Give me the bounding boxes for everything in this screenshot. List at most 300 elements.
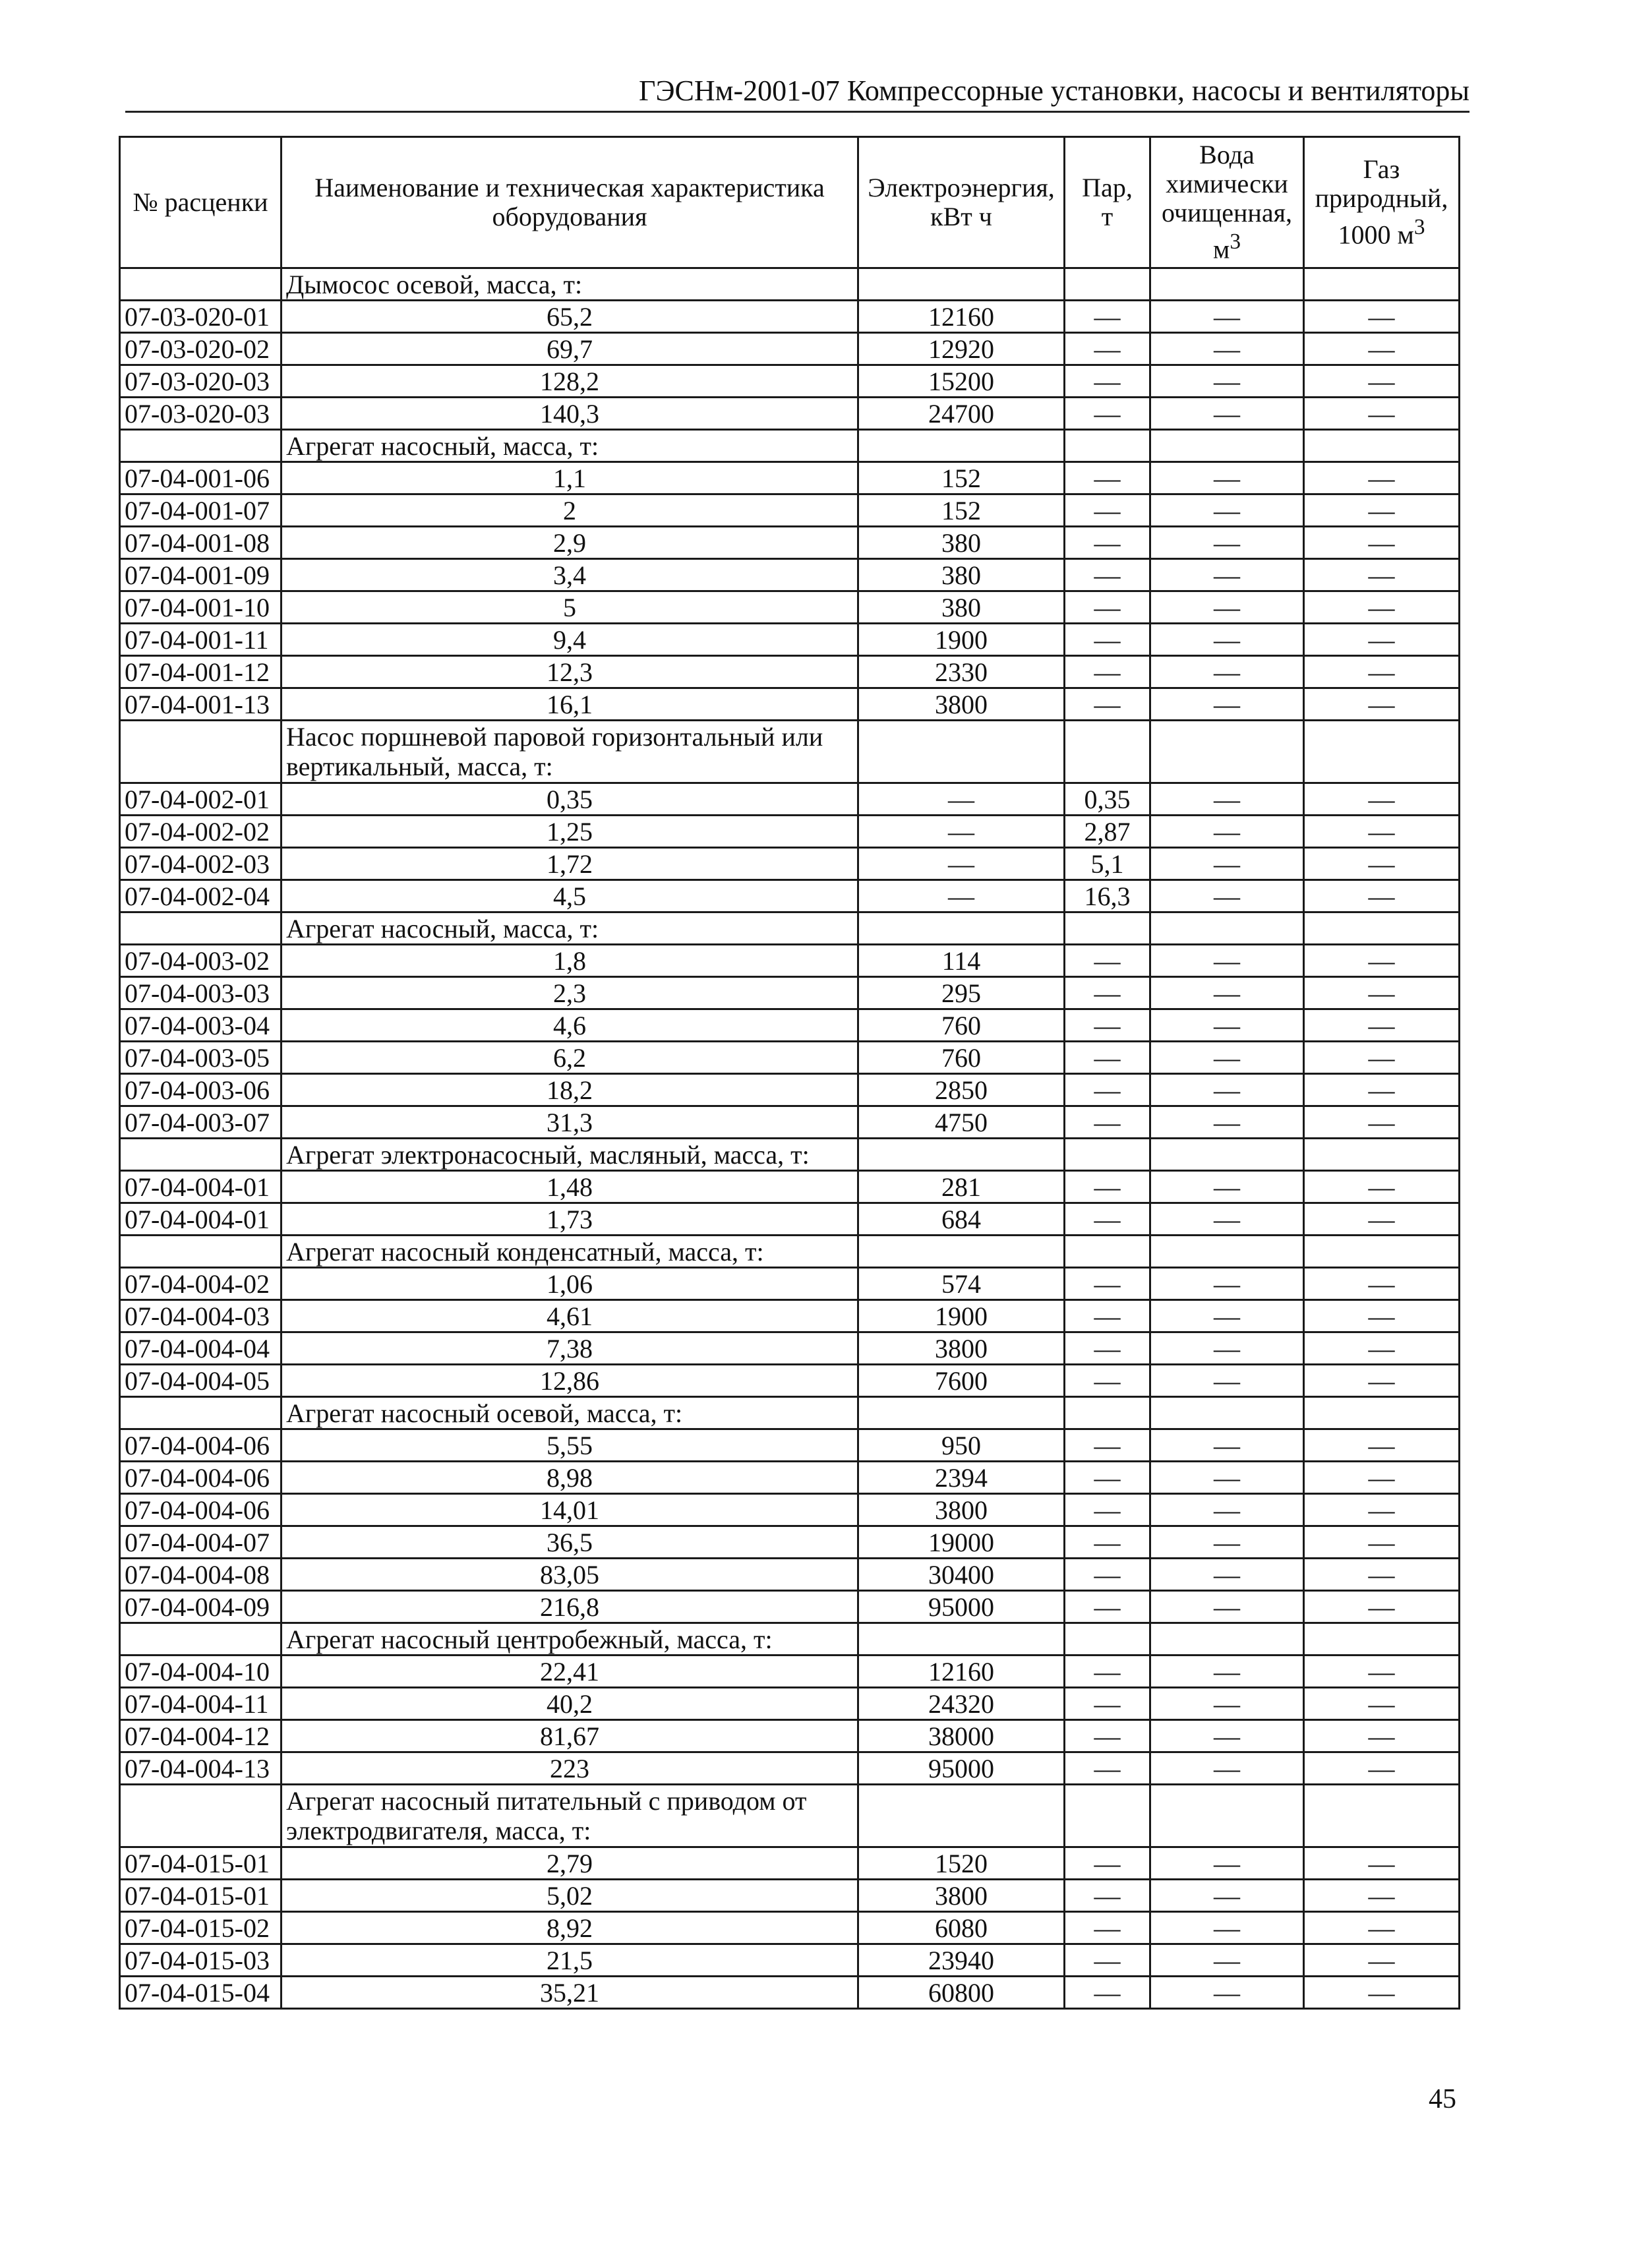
gas-cell: — bbox=[1304, 1106, 1460, 1139]
gas-cell: — bbox=[1304, 1042, 1460, 1074]
group-row bbox=[120, 430, 1460, 462]
power-cell: 60800 bbox=[858, 1977, 1065, 2009]
steam-cell: — bbox=[1065, 591, 1150, 624]
col-header-water-line2: химически bbox=[1166, 169, 1288, 199]
empty-cell bbox=[1065, 1236, 1150, 1268]
power-cell: — bbox=[858, 880, 1065, 912]
empty-cell bbox=[1304, 1623, 1460, 1656]
steam-cell: — bbox=[1065, 1074, 1150, 1106]
steam-cell: — bbox=[1065, 494, 1150, 527]
power-cell: 4750 bbox=[858, 1106, 1065, 1139]
power-cell: 950 bbox=[858, 1429, 1065, 1462]
water-cell: — bbox=[1150, 880, 1304, 912]
price-code-cell: 07-04-001-10 bbox=[120, 591, 282, 624]
table-row bbox=[120, 462, 1460, 494]
table-row bbox=[120, 848, 1460, 880]
price-code-cell: 07-04-003-03 bbox=[120, 977, 282, 1009]
mass-cell: 14,01 bbox=[282, 1494, 858, 1526]
water-cell: — bbox=[1150, 1074, 1304, 1106]
col-header-code: № расценки bbox=[120, 137, 282, 268]
group-title: Агрегат электронасосный, масляный, масса, т: bbox=[282, 1139, 858, 1171]
empty-cell bbox=[120, 268, 282, 301]
group-row bbox=[120, 912, 1460, 945]
table-row bbox=[120, 880, 1460, 912]
mass-cell: 2 bbox=[282, 494, 858, 527]
power-cell: 2850 bbox=[858, 1074, 1065, 1106]
table-row bbox=[120, 816, 1460, 848]
gas-cell: — bbox=[1304, 688, 1460, 721]
empty-cell bbox=[1304, 721, 1460, 783]
empty-cell bbox=[1304, 268, 1460, 301]
table-row bbox=[120, 1880, 1460, 1912]
empty-cell bbox=[120, 912, 282, 945]
empty-cell bbox=[858, 268, 1065, 301]
power-cell: 3800 bbox=[858, 688, 1065, 721]
steam-cell: — bbox=[1065, 1847, 1150, 1880]
table-row bbox=[120, 1203, 1460, 1236]
col-header-water bbox=[1150, 137, 1304, 268]
mass-cell: 12,86 bbox=[282, 1365, 858, 1397]
gas-cell: — bbox=[1304, 656, 1460, 688]
steam-cell: 2,87 bbox=[1065, 816, 1150, 848]
mass-cell: 1,1 bbox=[282, 462, 858, 494]
empty-cell bbox=[1065, 268, 1150, 301]
price-code-cell: 07-04-001-07 bbox=[120, 494, 282, 527]
gas-cell: — bbox=[1304, 1720, 1460, 1752]
table-row bbox=[120, 301, 1460, 333]
steam-cell: — bbox=[1065, 559, 1150, 591]
price-code-cell: 07-04-001-11 bbox=[120, 624, 282, 656]
price-code-cell: 07-04-004-13 bbox=[120, 1752, 282, 1785]
power-cell: — bbox=[858, 816, 1065, 848]
water-cell: — bbox=[1150, 688, 1304, 721]
empty-cell bbox=[1304, 1397, 1460, 1429]
water-cell: — bbox=[1150, 559, 1304, 591]
gas-cell: — bbox=[1304, 559, 1460, 591]
mass-cell: 8,98 bbox=[282, 1462, 858, 1494]
group-title: Дымосос осевой, масса, т: bbox=[282, 268, 858, 301]
table-row bbox=[120, 1656, 1460, 1688]
empty-cell bbox=[858, 721, 1065, 783]
water-cell: — bbox=[1150, 365, 1304, 398]
empty-cell bbox=[1150, 430, 1304, 462]
group-row bbox=[120, 268, 1460, 301]
price-code-cell: 07-04-001-06 bbox=[120, 462, 282, 494]
table-row bbox=[120, 365, 1460, 398]
steam-cell: — bbox=[1065, 301, 1150, 333]
gas-cell: — bbox=[1304, 1559, 1460, 1591]
empty-cell bbox=[858, 430, 1065, 462]
group-title: Агрегат насосный, масса, т: bbox=[282, 430, 858, 462]
steam-cell: — bbox=[1065, 1559, 1150, 1591]
mass-cell: 4,61 bbox=[282, 1300, 858, 1332]
power-cell: 3800 bbox=[858, 1332, 1065, 1365]
table-row bbox=[120, 624, 1460, 656]
power-cell: 23940 bbox=[858, 1944, 1065, 1977]
steam-cell: — bbox=[1065, 1300, 1150, 1332]
steam-cell: — bbox=[1065, 1880, 1150, 1912]
steam-cell: — bbox=[1065, 1332, 1150, 1365]
power-cell: 2330 bbox=[858, 656, 1065, 688]
water-cell: — bbox=[1150, 1912, 1304, 1944]
steam-cell: — bbox=[1065, 1494, 1150, 1526]
col-header-gas-line2: природный, bbox=[1315, 183, 1448, 214]
table-row bbox=[120, 1752, 1460, 1785]
gas-cell: — bbox=[1304, 1752, 1460, 1785]
empty-cell bbox=[1150, 1623, 1304, 1656]
water-cell: — bbox=[1150, 1365, 1304, 1397]
price-code-cell: 07-04-004-11 bbox=[120, 1688, 282, 1720]
price-code-cell: 07-04-004-03 bbox=[120, 1300, 282, 1332]
mass-cell: 12,3 bbox=[282, 656, 858, 688]
group-title: Агрегат насосный, масса, т: bbox=[282, 912, 858, 945]
empty-cell bbox=[1304, 430, 1460, 462]
power-cell: 15200 bbox=[858, 365, 1065, 398]
gas-cell: — bbox=[1304, 1009, 1460, 1042]
col-header-gas bbox=[1304, 137, 1460, 268]
water-cell: — bbox=[1150, 783, 1304, 816]
table-row bbox=[120, 1847, 1460, 1880]
gas-cell: — bbox=[1304, 1203, 1460, 1236]
power-cell: 3800 bbox=[858, 1494, 1065, 1526]
mass-cell: 2,79 bbox=[282, 1847, 858, 1880]
gas-cell: — bbox=[1304, 333, 1460, 365]
table-row bbox=[120, 1720, 1460, 1752]
steam-cell: — bbox=[1065, 1688, 1150, 1720]
table-row bbox=[120, 1912, 1460, 1944]
water-cell: — bbox=[1150, 945, 1304, 977]
water-cell: — bbox=[1150, 1847, 1304, 1880]
table-row bbox=[120, 945, 1460, 977]
power-cell: 12920 bbox=[858, 333, 1065, 365]
price-code-cell: 07-04-004-01 bbox=[120, 1171, 282, 1203]
steam-cell: — bbox=[1065, 945, 1150, 977]
water-cell: — bbox=[1150, 848, 1304, 880]
steam-cell: — bbox=[1065, 1720, 1150, 1752]
power-cell: — bbox=[858, 848, 1065, 880]
table-row bbox=[120, 1332, 1460, 1365]
col-header-name: Наименование и техническая характеристика оборудования bbox=[282, 137, 858, 268]
price-code-cell: 07-04-001-09 bbox=[120, 559, 282, 591]
mass-cell: 5,02 bbox=[282, 1880, 858, 1912]
empty-cell bbox=[1304, 912, 1460, 945]
steam-cell: — bbox=[1065, 656, 1150, 688]
water-cell: — bbox=[1150, 462, 1304, 494]
steam-cell: — bbox=[1065, 398, 1150, 430]
gas-cell: — bbox=[1304, 880, 1460, 912]
col-header-power-name: Электроэнергия, bbox=[868, 173, 1055, 202]
steam-cell: — bbox=[1065, 462, 1150, 494]
gas-cell: — bbox=[1304, 783, 1460, 816]
table-header-row bbox=[120, 137, 1460, 268]
table-row bbox=[120, 1106, 1460, 1139]
gas-cell: — bbox=[1304, 365, 1460, 398]
mass-cell: 7,38 bbox=[282, 1332, 858, 1365]
steam-cell: — bbox=[1065, 1462, 1150, 1494]
empty-cell bbox=[1304, 1139, 1460, 1171]
table-row bbox=[120, 656, 1460, 688]
power-cell: 760 bbox=[858, 1009, 1065, 1042]
empty-cell bbox=[1065, 721, 1150, 783]
power-cell: 38000 bbox=[858, 1720, 1065, 1752]
steam-cell: — bbox=[1065, 1656, 1150, 1688]
water-cell: — bbox=[1150, 1203, 1304, 1236]
price-table bbox=[119, 136, 1460, 2010]
power-cell: 295 bbox=[858, 977, 1065, 1009]
table-row bbox=[120, 688, 1460, 721]
power-cell: 574 bbox=[858, 1268, 1065, 1300]
steam-cell: 0,35 bbox=[1065, 783, 1150, 816]
steam-cell: — bbox=[1065, 365, 1150, 398]
price-code-cell: 07-03-020-03 bbox=[120, 398, 282, 430]
table-row bbox=[120, 333, 1460, 365]
steam-cell: 5,1 bbox=[1065, 848, 1150, 880]
steam-cell: — bbox=[1065, 1944, 1150, 1977]
mass-cell: 22,41 bbox=[282, 1656, 858, 1688]
col-header-water-unit: м bbox=[1213, 234, 1230, 264]
mass-cell: 35,21 bbox=[282, 1977, 858, 2009]
price-code-cell: 07-04-002-01 bbox=[120, 783, 282, 816]
price-code-cell: 07-04-004-06 bbox=[120, 1494, 282, 1526]
power-cell: 684 bbox=[858, 1203, 1065, 1236]
price-code-cell: 07-04-015-01 bbox=[120, 1880, 282, 1912]
steam-cell: 16,3 bbox=[1065, 880, 1150, 912]
empty-cell bbox=[858, 1236, 1065, 1268]
table-row bbox=[120, 559, 1460, 591]
price-code-cell: 07-04-002-04 bbox=[120, 880, 282, 912]
water-cell: — bbox=[1150, 1009, 1304, 1042]
table-row bbox=[120, 1977, 1460, 2009]
table-row bbox=[120, 591, 1460, 624]
water-cell: — bbox=[1150, 1526, 1304, 1559]
gas-cell: — bbox=[1304, 1171, 1460, 1203]
price-code-cell: 07-04-004-01 bbox=[120, 1203, 282, 1236]
mass-cell: 1,48 bbox=[282, 1171, 858, 1203]
empty-cell bbox=[1150, 268, 1304, 301]
mass-cell: 21,5 bbox=[282, 1944, 858, 1977]
col-header-steam-name: Пар, bbox=[1082, 173, 1133, 202]
empty-cell bbox=[120, 1785, 282, 1847]
table-row bbox=[120, 1559, 1460, 1591]
mass-cell: 1,73 bbox=[282, 1203, 858, 1236]
mass-cell: 223 bbox=[282, 1752, 858, 1785]
water-cell: — bbox=[1150, 1688, 1304, 1720]
price-code-cell: 07-04-015-02 bbox=[120, 1912, 282, 1944]
col-header-water-line3: очищенная, bbox=[1161, 198, 1292, 228]
steam-cell: — bbox=[1065, 1009, 1150, 1042]
mass-cell: 9,4 bbox=[282, 624, 858, 656]
mass-cell: 36,5 bbox=[282, 1526, 858, 1559]
price-code-cell: 07-03-020-02 bbox=[120, 333, 282, 365]
mass-cell: 4,6 bbox=[282, 1009, 858, 1042]
mass-cell: 65,2 bbox=[282, 301, 858, 333]
water-cell: — bbox=[1150, 1752, 1304, 1785]
empty-cell bbox=[1065, 912, 1150, 945]
steam-cell: — bbox=[1065, 1042, 1150, 1074]
water-cell: — bbox=[1150, 494, 1304, 527]
empty-cell bbox=[120, 721, 282, 783]
table-body bbox=[120, 268, 1460, 2009]
steam-cell: — bbox=[1065, 1912, 1150, 1944]
table-row bbox=[120, 1429, 1460, 1462]
mass-cell: 83,05 bbox=[282, 1559, 858, 1591]
col-header-gas-unit: 1000 м bbox=[1338, 220, 1414, 250]
mass-cell: 18,2 bbox=[282, 1074, 858, 1106]
steam-cell: — bbox=[1065, 1429, 1150, 1462]
empty-cell bbox=[1150, 912, 1304, 945]
power-cell: 95000 bbox=[858, 1752, 1065, 1785]
price-code-cell: 07-04-003-05 bbox=[120, 1042, 282, 1074]
steam-cell: — bbox=[1065, 1268, 1150, 1300]
power-cell: 1900 bbox=[858, 624, 1065, 656]
col-header-power bbox=[858, 137, 1065, 268]
mass-cell: 69,7 bbox=[282, 333, 858, 365]
water-cell: — bbox=[1150, 1880, 1304, 1912]
power-cell: 6080 bbox=[858, 1912, 1065, 1944]
group-row bbox=[120, 721, 1460, 783]
steam-cell: — bbox=[1065, 1591, 1150, 1623]
table-row bbox=[120, 1300, 1460, 1332]
gas-cell: — bbox=[1304, 816, 1460, 848]
gas-cell: — bbox=[1304, 1268, 1460, 1300]
table-row bbox=[120, 1074, 1460, 1106]
power-cell: 281 bbox=[858, 1171, 1065, 1203]
mass-cell: 81,67 bbox=[282, 1720, 858, 1752]
price-code-cell: 07-04-015-01 bbox=[120, 1847, 282, 1880]
empty-cell bbox=[120, 1236, 282, 1268]
price-code-cell: 07-04-003-04 bbox=[120, 1009, 282, 1042]
power-cell: 152 bbox=[858, 494, 1065, 527]
table-row bbox=[120, 1688, 1460, 1720]
gas-cell: — bbox=[1304, 527, 1460, 559]
mass-cell: 3,4 bbox=[282, 559, 858, 591]
empty-cell bbox=[120, 1397, 282, 1429]
price-code-cell: 07-04-003-07 bbox=[120, 1106, 282, 1139]
water-cell: — bbox=[1150, 1171, 1304, 1203]
power-cell: 1520 bbox=[858, 1847, 1065, 1880]
table-row bbox=[120, 1042, 1460, 1074]
group-row bbox=[120, 1397, 1460, 1429]
group-row bbox=[120, 1139, 1460, 1171]
table-row bbox=[120, 494, 1460, 527]
price-code-cell: 07-04-004-09 bbox=[120, 1591, 282, 1623]
gas-cell: — bbox=[1304, 301, 1460, 333]
empty-cell bbox=[1065, 1623, 1150, 1656]
gas-cell: — bbox=[1304, 1332, 1460, 1365]
col-header-steam bbox=[1065, 137, 1150, 268]
empty-cell bbox=[1150, 1785, 1304, 1847]
price-code-cell: 07-03-020-01 bbox=[120, 301, 282, 333]
gas-cell: — bbox=[1304, 1688, 1460, 1720]
water-cell: — bbox=[1150, 1720, 1304, 1752]
table-row bbox=[120, 1171, 1460, 1203]
power-cell: 7600 bbox=[858, 1365, 1065, 1397]
empty-cell bbox=[1150, 721, 1304, 783]
power-cell: 114 bbox=[858, 945, 1065, 977]
power-cell: 760 bbox=[858, 1042, 1065, 1074]
water-cell: — bbox=[1150, 1429, 1304, 1462]
empty-cell bbox=[1304, 1236, 1460, 1268]
table-row bbox=[120, 977, 1460, 1009]
table-row bbox=[120, 1494, 1460, 1526]
mass-cell: 6,2 bbox=[282, 1042, 858, 1074]
water-cell: — bbox=[1150, 1591, 1304, 1623]
steam-cell: — bbox=[1065, 1752, 1150, 1785]
power-cell: 30400 bbox=[858, 1559, 1065, 1591]
gas-cell: — bbox=[1304, 1365, 1460, 1397]
water-cell: — bbox=[1150, 1332, 1304, 1365]
mass-cell: 1,72 bbox=[282, 848, 858, 880]
power-cell: 19000 bbox=[858, 1526, 1065, 1559]
price-code-cell: 07-04-001-13 bbox=[120, 688, 282, 721]
price-code-cell: 07-04-004-02 bbox=[120, 1268, 282, 1300]
mass-cell: 0,35 bbox=[282, 783, 858, 816]
empty-cell bbox=[858, 1139, 1065, 1171]
empty-cell bbox=[120, 1139, 282, 1171]
col-header-steam-unit: т bbox=[1101, 202, 1113, 231]
gas-cell: — bbox=[1304, 945, 1460, 977]
power-cell: 380 bbox=[858, 527, 1065, 559]
power-cell: 12160 bbox=[858, 301, 1065, 333]
empty-cell bbox=[858, 1785, 1065, 1847]
gas-cell: — bbox=[1304, 1462, 1460, 1494]
water-cell: — bbox=[1150, 1268, 1304, 1300]
table-row bbox=[120, 527, 1460, 559]
mass-cell: 128,2 bbox=[282, 365, 858, 398]
mass-cell: 2,3 bbox=[282, 977, 858, 1009]
empty-cell bbox=[1304, 1785, 1460, 1847]
group-title: Агрегат насосный осевой, масса, т: bbox=[282, 1397, 858, 1429]
group-title: Агрегат насосный конденсатный, масса, т: bbox=[282, 1236, 858, 1268]
water-cell: — bbox=[1150, 1977, 1304, 2009]
page-number: 45 bbox=[1429, 2084, 1456, 2114]
water-cell: — bbox=[1150, 527, 1304, 559]
water-cell: — bbox=[1150, 624, 1304, 656]
table-row bbox=[120, 1944, 1460, 1977]
col-header-power-unit: кВт ч bbox=[930, 202, 992, 231]
page-header-title: ГЭСНм-2001-07 Компрессорные установки, насосы и вентиляторы bbox=[639, 75, 1470, 107]
empty-cell bbox=[120, 1623, 282, 1656]
mass-cell: 4,5 bbox=[282, 880, 858, 912]
mass-cell: 16,1 bbox=[282, 688, 858, 721]
empty-cell bbox=[1065, 1397, 1150, 1429]
price-code-cell: 07-04-003-06 bbox=[120, 1074, 282, 1106]
table-row bbox=[120, 783, 1460, 816]
power-cell: 95000 bbox=[858, 1591, 1065, 1623]
gas-cell: — bbox=[1304, 1847, 1460, 1880]
mass-cell: 216,8 bbox=[282, 1591, 858, 1623]
mass-cell: 5,55 bbox=[282, 1429, 858, 1462]
empty-cell bbox=[1150, 1236, 1304, 1268]
gas-cell: — bbox=[1304, 1429, 1460, 1462]
steam-cell: — bbox=[1065, 1171, 1150, 1203]
gas-cell: — bbox=[1304, 462, 1460, 494]
table-row bbox=[120, 1591, 1460, 1623]
col-header-gas-line1: Газ bbox=[1363, 154, 1400, 185]
gas-cell: — bbox=[1304, 1944, 1460, 1977]
steam-cell: — bbox=[1065, 977, 1150, 1009]
gas-cell: — bbox=[1304, 398, 1460, 430]
mass-cell: 31,3 bbox=[282, 1106, 858, 1139]
power-cell: 12160 bbox=[858, 1656, 1065, 1688]
table-row bbox=[120, 1365, 1460, 1397]
col-header-gas-sup: 3 bbox=[1413, 215, 1425, 240]
steam-cell: — bbox=[1065, 1106, 1150, 1139]
steam-cell: — bbox=[1065, 688, 1150, 721]
mass-cell: 8,92 bbox=[282, 1912, 858, 1944]
water-cell: — bbox=[1150, 1300, 1304, 1332]
price-code-cell: 07-04-004-10 bbox=[120, 1656, 282, 1688]
